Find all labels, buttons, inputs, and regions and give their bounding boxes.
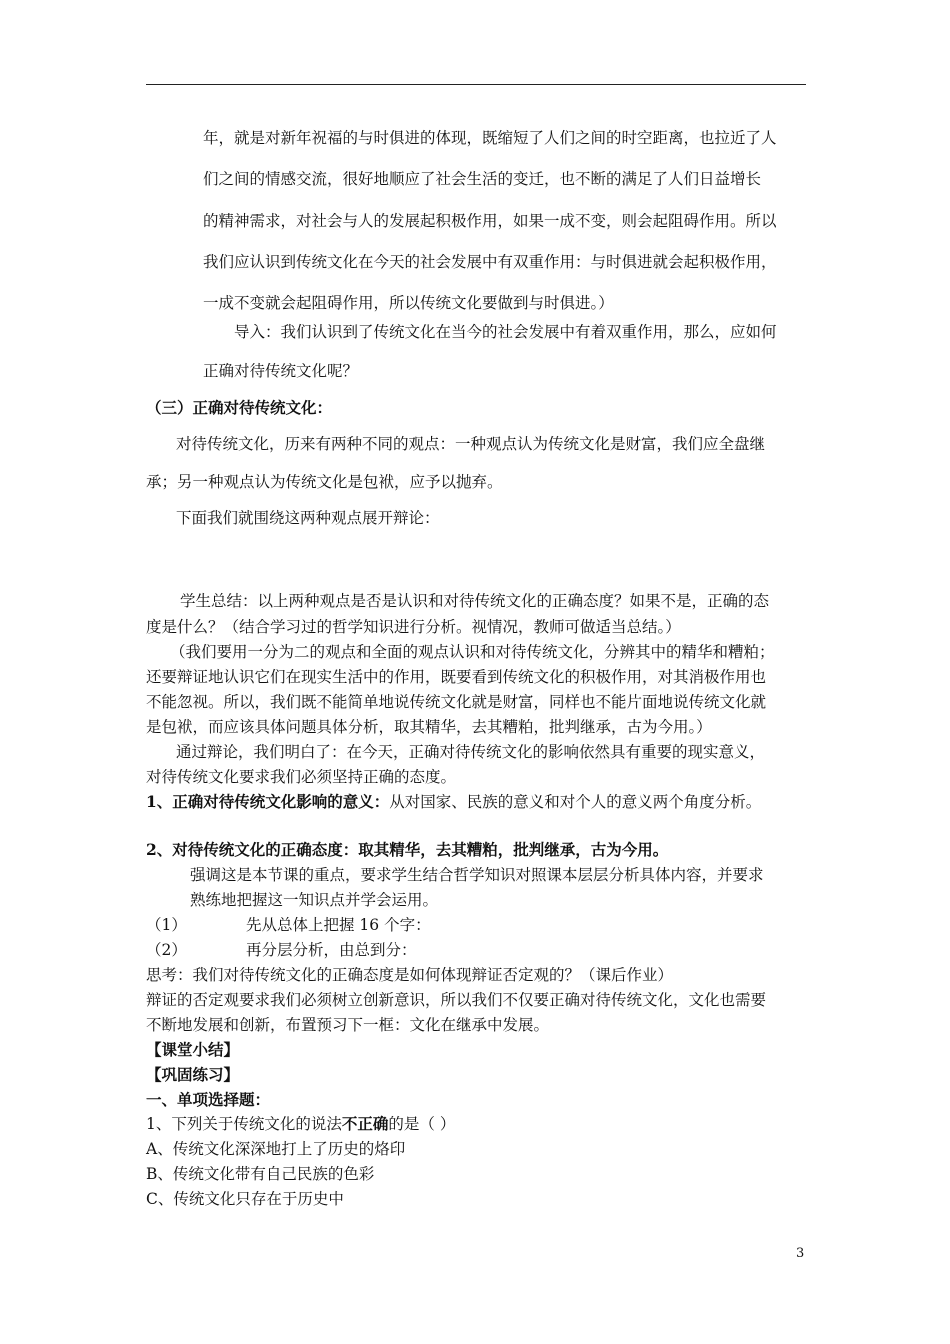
point-1-text: 从对国家、民族的意义和对个人的意义两个角度分析。 <box>389 793 762 811</box>
debate-intro: 下面我们就围绕这两种观点展开辩论： <box>176 509 440 527</box>
teacher-note-line-2: 还要辩证地认识它们在现实生活中的作用，既要看到传统文化的积极作用，对其消极作用也 <box>146 668 767 686</box>
emphasis-line-1: 强调这是本节课的重点，要求学生结合哲学知识对照课本层层分析具体内容，并要求 <box>190 866 764 884</box>
conclusion-line-1: 通过辩论，我们明白了：在今天，正确对待传统文化的影响依然具有重要的现实意义， <box>176 743 766 761</box>
views-line-2: 承；另一种观点认为传统文化是包袱，应予以抛弃。 <box>146 473 503 491</box>
page-number: 3 <box>796 1246 805 1261</box>
dialectic-line-2: 不断地发展和创新，布置预习下一框：文化在继承中发展。 <box>146 1016 550 1034</box>
emphasis-line-2: 熟练地把握这一知识点并学会运用。 <box>190 891 439 909</box>
question-1-stem-start: 1、下列关于传统文化的说法 <box>146 1115 342 1133</box>
intro-line-1: 年，就是对新年祝福的与时俱进的体现，既缩短了人们之间的时空距离，也拉近了人 <box>203 129 777 147</box>
class-summary-heading: 【课堂小结】 <box>146 1040 240 1059</box>
question-1-option-c: C、传统文化只存在于历史中 <box>146 1190 344 1208</box>
point-1-heading: 1、正确对待传统文化影响的意义： <box>146 792 390 811</box>
header-rule <box>146 84 806 85</box>
conclusion-line-2: 对待传统文化要求我们必须坚持正确的态度。 <box>146 768 457 786</box>
student-summary-line-1: 学生总结：以上两种观点是否是认识和对待传统文化的正确态度？如果不是，正确的态 <box>180 592 770 610</box>
student-summary-line-2: 度是什么？（结合学习过的哲学知识进行分析。视情况，教师可做适当总结。） <box>146 618 681 636</box>
intro-line-2: 们之间的情感交流，很好地顺应了社会生活的变迁，也不断的满足了人们日益增长 <box>203 170 762 188</box>
intro-line-4: 我们应认识到传统文化在今天的社会发展中有双重作用：与时俱进就会起积极作用， <box>203 253 777 271</box>
step-2-text: 再分层分析，由总到分： <box>246 941 417 959</box>
step-1-text: 先从总体上把握 16 个字： <box>246 916 431 934</box>
point-1 <box>146 792 761 812</box>
intro-line-3: 的精神需求，对社会与人的发展起积极作用，如果一成不变，则会起阻碍作用。所以 <box>203 212 777 230</box>
step-1-number: （1） <box>146 916 187 934</box>
views-line-1: 对待传统文化，历来有两种不同的观点：一种观点认为传统文化是财富，我们应全盘继 <box>176 435 766 453</box>
point-2: 2、对待传统文化的正确态度：取其精华，去其糟粕，批判继承，古为今用。 <box>146 840 669 859</box>
think-question: 思考：我们对待传统文化的正确态度是如何体现辩证否定观的？（课后作业） <box>146 966 674 984</box>
teacher-note-line-1: （我们要用一分为二的观点和全面的观点认识和对待传统文化，分辨其中的精华和糟粕； <box>170 643 775 661</box>
question-1-option-b: B、传统文化带有自己民族的色彩 <box>146 1165 375 1183</box>
lead-in-line-1: 导入：我们认识到了传统文化在当今的社会发展中有着双重作用，那么，应如何 <box>234 323 777 341</box>
step-2-number: （2） <box>146 941 187 959</box>
teacher-note-line-3: 不能忽视。所以，我们既不能简单地说传统文化就是财富，同样也不能片面地说传统文化就 <box>146 693 767 711</box>
single-choice-heading: 一、单项选择题： <box>146 1090 271 1109</box>
question-1-stem-end: 的是（ ） <box>388 1115 456 1133</box>
question-1-stem-emphasis: 不正确 <box>341 1114 389 1133</box>
question-1-stem <box>146 1114 455 1134</box>
dialectic-line-1: 辩证的否定观要求我们必须树立创新意识，所以我们不仅要正确对待传统文化，文化也需要 <box>146 991 767 1009</box>
intro-line-5: 一成不变就会起阻碍作用，所以传统文化要做到与时俱进。） <box>203 294 614 312</box>
teacher-note-line-4: 是包袱，而应该具体问题具体分析，取其精华，去其糟粕，批判继承，古为今用。） <box>146 718 712 736</box>
question-1-option-a: A、传统文化深深地打上了历史的烙印 <box>146 1140 406 1158</box>
section-3-title: （三）正确对待传统文化： <box>146 398 333 417</box>
lead-in-line-2: 正确对待传统文化呢？ <box>203 362 359 380</box>
practice-heading: 【巩固练习】 <box>146 1065 240 1084</box>
